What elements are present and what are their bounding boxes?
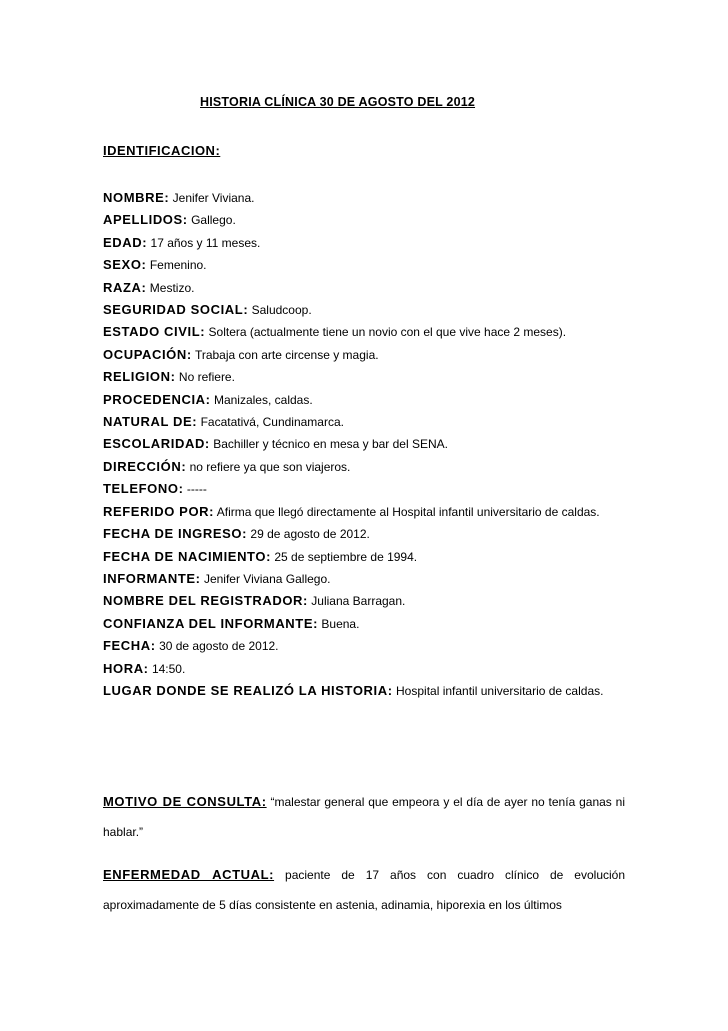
field-value: Hospital infantil universitario de caldas. (396, 683, 604, 698)
field-value: Buena. (321, 616, 360, 631)
field-label: APELLIDOS: (103, 212, 188, 228)
field-value: Soltera (actualmente tiene un novio con el que vive hace 2 meses). (208, 325, 567, 340)
field-lugar (103, 680, 625, 702)
field-religion (103, 366, 625, 388)
field-value: 30 de agosto de 2012. (159, 639, 279, 654)
field-label: HORA: (103, 660, 149, 676)
field-procedencia (103, 389, 625, 411)
field-fecha-nacimiento (103, 546, 625, 568)
field-label: RAZA: (103, 279, 147, 295)
motivo-text: “malestar general que empeora y el día de ayer no tenía ganas ni hablar.” (103, 795, 625, 839)
field-value: 14:50. (151, 661, 186, 676)
field-label: NATURAL DE: (103, 414, 198, 430)
field-value: no refiere ya que son viajeros. (189, 459, 351, 474)
enfermedad-text: paciente de 17 años con cuadro clínico de evolución aproximadamente de 5 días consistente en astenia, adinamia, hiporexia en los últimos (103, 868, 626, 912)
field-label: FECHA DE INGRESO: (103, 526, 248, 542)
field-ocupacion (103, 344, 625, 366)
field-label: ESTADO CIVIL: (103, 324, 206, 340)
field-fecha-ingreso (103, 523, 625, 545)
field-seguridad-social (103, 299, 625, 321)
field-label: FECHA DE NACIMIENTO: (103, 548, 271, 564)
field-direccion (103, 456, 625, 478)
field-informante (103, 568, 625, 590)
field-label: NOMBRE: (103, 190, 170, 205)
field-value: Juliana Barragan. (311, 594, 406, 609)
field-sexo (103, 254, 625, 276)
field-value: Mestizo. (149, 280, 195, 295)
field-label: FECHA: (103, 638, 156, 654)
field-edad (103, 232, 625, 254)
field-label: LUGAR DONDE SE REALIZÓ LA HISTORIA: (103, 682, 393, 698)
field-confianza (103, 613, 625, 635)
field-label: TELEFONO: (103, 481, 184, 497)
field-label: REFERIDO POR: (103, 503, 215, 519)
field-natural-de (103, 411, 625, 433)
field-label: EDAD: (103, 234, 148, 250)
field-registrador (103, 590, 625, 612)
field-label: NOMBRE DEL REGISTRADOR: (103, 593, 308, 609)
field-label: OCUPACIÓN: (103, 346, 192, 362)
field-value: Trabaja con arte circense y magia. (194, 347, 379, 362)
field-value: 29 de agosto de 2012. (250, 527, 370, 542)
field-value: Jenifer Viviana. (172, 191, 255, 205)
field-label: RELIGION: (103, 369, 176, 385)
field-value: Femenino. (149, 258, 207, 273)
field-value: Gallego. (191, 213, 236, 228)
motivo-label: MOTIVO DE CONSULTA: (103, 794, 267, 809)
field-label: PROCEDENCIA: (103, 391, 211, 407)
field-value: Jenifer Viviana Gallego. (203, 571, 331, 586)
field-label: INFORMANTE: (103, 570, 201, 586)
field-value: Manizales, caldas. (213, 392, 313, 407)
field-value: 17 años y 11 meses. (150, 235, 261, 250)
field-estado-civil (103, 321, 625, 343)
field-label: SEXO: (103, 257, 147, 273)
field-nombre (103, 187, 625, 209)
field-value: ----- (186, 482, 207, 497)
field-apellidos (103, 209, 625, 231)
field-fecha (103, 635, 625, 657)
field-value: 25 de septiembre de 1994. (274, 549, 418, 564)
field-value: Afirma que llegó directamente al Hospital infantil universitario de caldas. (216, 504, 600, 519)
field-value: Saludcoop. (251, 303, 312, 318)
field-label: ESCOLARIDAD: (103, 436, 210, 452)
field-escolaridad (103, 433, 625, 455)
enfermedad-label: ENFERMEDAD ACTUAL: (103, 867, 275, 882)
motivo-consulta-section (103, 787, 625, 847)
identification-heading: IDENTIFICACION: (103, 143, 221, 158)
field-hora (103, 658, 625, 680)
field-value: Facatativá, Cundinamarca. (200, 415, 344, 430)
identification-fields (103, 187, 625, 702)
document-title: HISTORIA CLÍNICA 30 DE AGOSTO DEL 2012 (200, 95, 476, 109)
field-referido-por (103, 501, 625, 523)
field-telefono (103, 478, 625, 500)
field-value: No refiere. (178, 370, 235, 385)
field-raza (103, 277, 625, 299)
field-value: Bachiller y técnico en mesa y bar del SENA. (213, 437, 448, 452)
field-label: CONFIANZA DEL INFORMANTE: (103, 615, 319, 631)
field-label: SEGURIDAD SOCIAL: (103, 302, 249, 318)
field-label: DIRECCIÓN: (103, 458, 187, 474)
enfermedad-actual-section (103, 860, 625, 920)
